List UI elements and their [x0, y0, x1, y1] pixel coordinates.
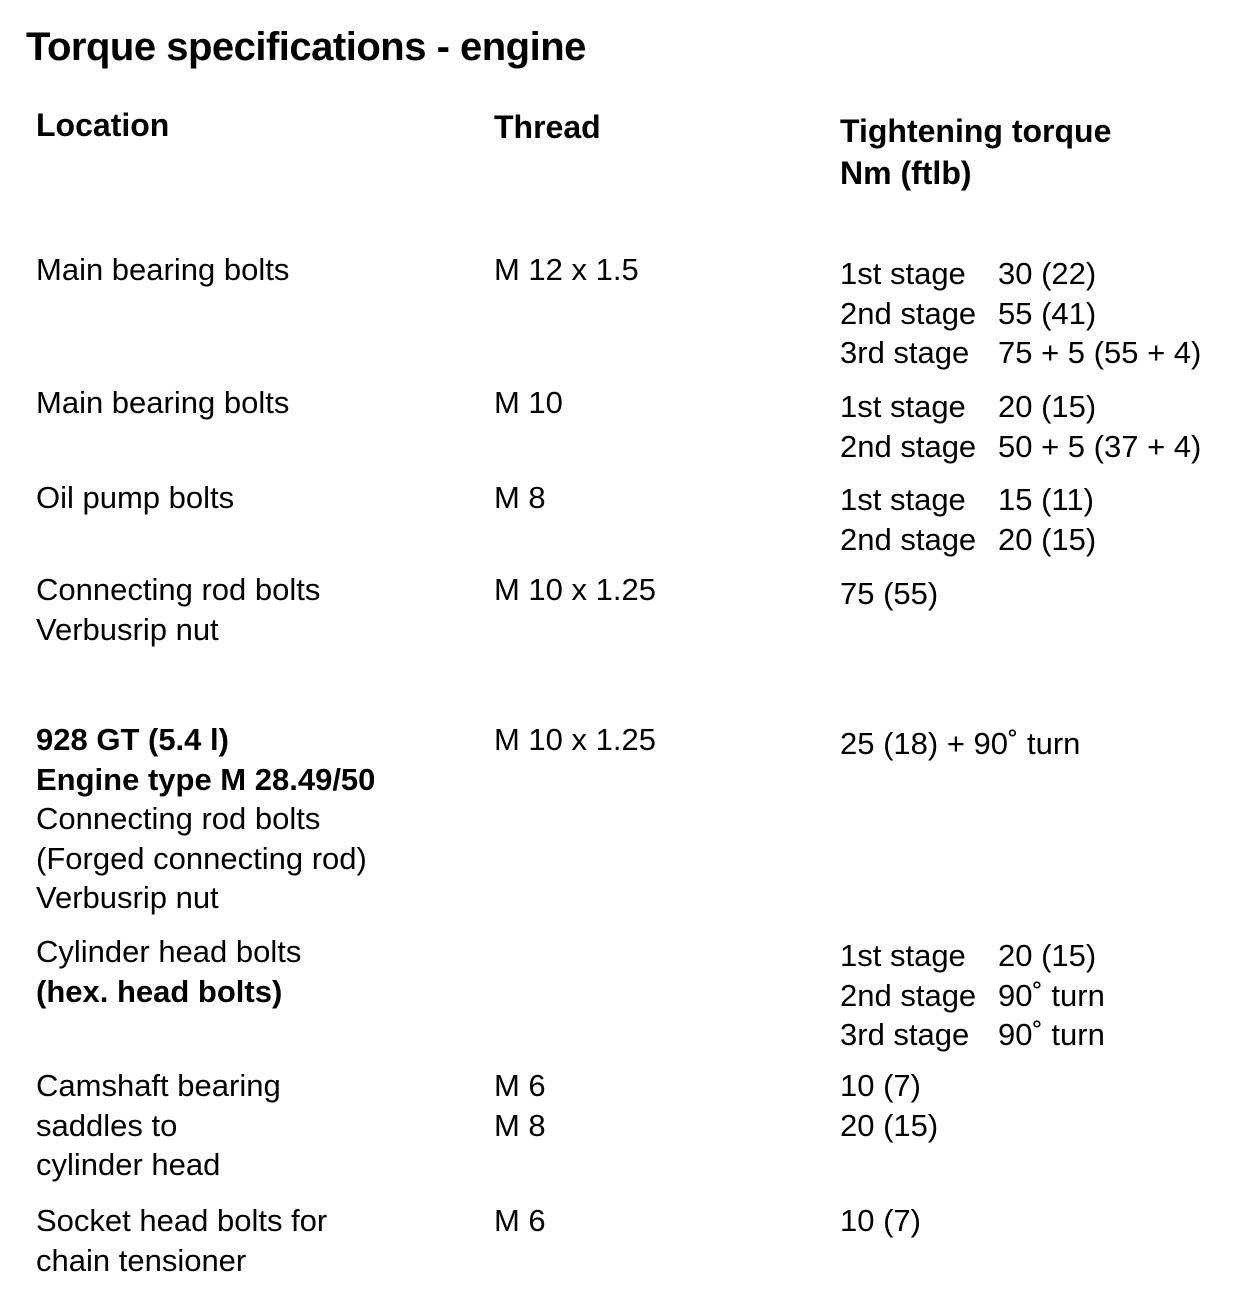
page-title: Torque specifications - engine: [26, 25, 586, 69]
thread-cell: [494, 570, 824, 610]
torque-value: 10 (7): [840, 1203, 921, 1238]
thread-text: M 6: [494, 1203, 546, 1238]
thread-cell: [494, 383, 824, 423]
torque-stage: 2nd stage: [840, 521, 977, 557]
torque-value: 20 (15): [998, 938, 1097, 973]
location-text: chain tensioner: [36, 1242, 247, 1278]
torque-line: [840, 976, 1240, 1016]
torque-line: [840, 427, 1240, 467]
torque-cell: [840, 254, 1240, 373]
torque-line: [840, 936, 1240, 976]
location-text: Socket head bolts for: [36, 1203, 328, 1238]
location-text: Verbusrip nut: [36, 880, 219, 915]
location-text: Verbusrip nut: [36, 611, 219, 647]
torque-line: [840, 294, 1240, 334]
thread-cell: [494, 1201, 824, 1241]
torque-stage: 1st stage: [840, 482, 966, 517]
location-cell: [36, 1201, 476, 1280]
location-text: Oil pump bolts: [36, 480, 235, 515]
location-cell: [36, 1066, 476, 1185]
torque-line: [840, 254, 1240, 294]
location-cell: [36, 570, 476, 649]
torque-stage: 2nd stage: [840, 977, 977, 1013]
torque-value: 20 (15): [840, 1107, 939, 1143]
torque-stage: 2nd stage: [840, 428, 977, 464]
torque-line: [840, 480, 1240, 520]
torque-line: [840, 1015, 1240, 1055]
location-text: Main bearing bolts: [36, 252, 290, 287]
torque-cell: [840, 574, 1240, 614]
column-header-location: Location: [36, 107, 170, 143]
thread-cell: [494, 1066, 824, 1145]
location-text: Cylinder head bolts: [36, 934, 302, 969]
location-text: Connecting rod bolts: [36, 801, 321, 836]
torque-stage: 1st stage: [840, 389, 966, 424]
location-text: Connecting rod bolts: [36, 572, 321, 607]
thread-cell: [494, 478, 824, 518]
torque-value: 25 (18) + 90˚ turn: [840, 726, 1081, 761]
torque-line: [840, 520, 1240, 560]
location-note: (hex. head bolts): [36, 973, 283, 1009]
torque-cell: [840, 936, 1240, 1055]
thread-cell: [494, 250, 824, 290]
torque-stage: 1st stage: [840, 938, 966, 973]
thread-text: M 8: [494, 480, 546, 515]
thread-text: M 12 x 1.5: [494, 252, 639, 287]
location-heading: Engine type M 28.49/50: [36, 761, 376, 797]
torque-value: 15 (11): [998, 482, 1094, 517]
location-text: Camshaft bearing: [36, 1068, 281, 1103]
column-header-thread: Thread: [494, 109, 601, 145]
location-text: saddles to: [36, 1107, 178, 1143]
torque-line: [840, 333, 1240, 373]
torque-value: 90˚ turn: [998, 977, 1105, 1013]
location-cell: [36, 383, 476, 423]
torque-stage: 2nd stage: [840, 295, 977, 331]
torque-line: [840, 387, 1240, 427]
torque-stage: 3rd stage: [840, 1017, 970, 1052]
torque-value: 10 (7): [840, 1068, 921, 1103]
torque-value: 55 (41): [998, 295, 1097, 331]
thread-text: M 6: [494, 1068, 546, 1103]
thread-text: M 8: [494, 1107, 546, 1143]
location-cell: [36, 478, 476, 518]
torque-cell: [840, 1066, 1240, 1145]
torque-value: 20 (15): [998, 521, 1097, 557]
location-cell: [36, 250, 476, 290]
location-cell: [36, 720, 476, 918]
torque-stage: 1st stage: [840, 256, 966, 291]
torque-value: 20 (15): [998, 389, 1097, 424]
torque-value: 90˚ turn: [998, 1017, 1105, 1052]
column-header-torque: [840, 110, 1111, 194]
torque-value: 75 (55): [840, 576, 939, 611]
torque-cell: [840, 724, 1240, 764]
location-text: Main bearing bolts: [36, 385, 290, 420]
thread-cell: [494, 720, 824, 760]
column-header-torque-units: Nm (ftlb): [840, 155, 972, 191]
location-cell: [36, 932, 476, 1011]
column-header-torque-line1: Tightening torque: [840, 113, 1112, 149]
torque-value: 50 + 5 (37 + 4): [998, 428, 1202, 464]
torque-value: 75 + 5 (55 + 4): [998, 335, 1202, 370]
location-text: cylinder head: [36, 1147, 221, 1182]
torque-stage: 3rd stage: [840, 335, 970, 370]
torque-cell: [840, 387, 1240, 466]
thread-text: M 10: [494, 385, 563, 420]
thread-text: M 10 x 1.25: [494, 722, 656, 757]
torque-value: 30 (22): [998, 256, 1097, 291]
location-text: (Forged connecting rod): [36, 840, 367, 876]
location-heading: 928 GT (5.4 l): [36, 722, 229, 757]
torque-cell: [840, 1201, 1240, 1241]
thread-text: M 10 x 1.25: [494, 572, 656, 607]
torque-cell: [840, 480, 1240, 559]
